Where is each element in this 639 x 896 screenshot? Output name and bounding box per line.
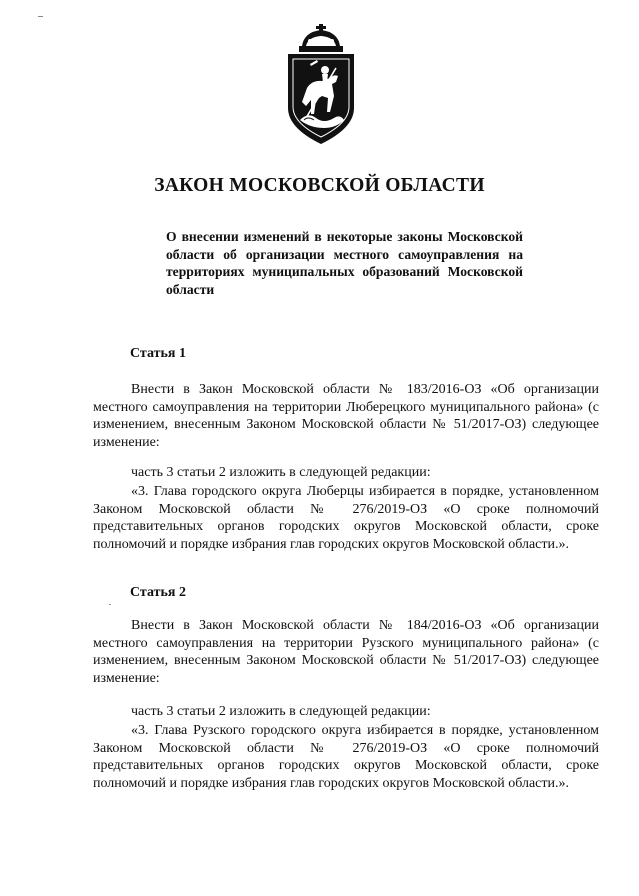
article-1-quote: «3. Глава городского округа Люберцы избирается в порядке, установленном Законом Московской области № 276/2019-ОЗ «О сроке полномочий представительных органов городских округов Московской области, сроке полномочий и порядке избрания глав городских округов Московской области.».: [93, 484, 599, 552]
article-1-heading: Статья 1: [130, 346, 186, 361]
article-2-quote: «3. Глава Рузского городского округа избирается в порядке, установленном Законом Московской области № 276/2019-ОЗ «О сроке полномочий представительных органов городских округов Московской области, сроке полномочий и порядке избрания глав городских округов Московской области.».: [93, 723, 599, 791]
scan-dot: [109, 604, 111, 605]
article-2-intro: Внести в Закон Московской области № 184/2016-ОЗ «Об организации местного самоуправления на территории Рузского муниципального района» (с изменением, внесенным Законом Московской области № 51/2017-ОЗ) следующее изменение:: [93, 618, 599, 686]
document-title: ЗАКОН МОСКОВСКОЙ ОБЛАСТИ: [154, 175, 485, 196]
article-1-instruction: часть 3 статьи 2 изложить в следующей редакции:: [131, 465, 431, 480]
article-1-intro: Внести в Закон Московской области № 183/2016-ОЗ «Об организации местного самоуправления на территории Люберецкого муниципального района» (с изменением, внесенным Законом Московской области № 51/2017-ОЗ) следующее изменение:: [93, 382, 599, 450]
document-subtitle: О внесении изменений в некоторые законы Московской области об организации местного самоуправления на территориях муниципальных образований Московской области: [166, 229, 523, 297]
scan-mark: [38, 16, 43, 17]
article-2-heading: Статья 2: [130, 585, 186, 600]
moscow-oblast-coat-of-arms-icon: [280, 24, 362, 146]
article-2-instruction: часть 3 статьи 2 изложить в следующей редакции:: [131, 704, 431, 719]
